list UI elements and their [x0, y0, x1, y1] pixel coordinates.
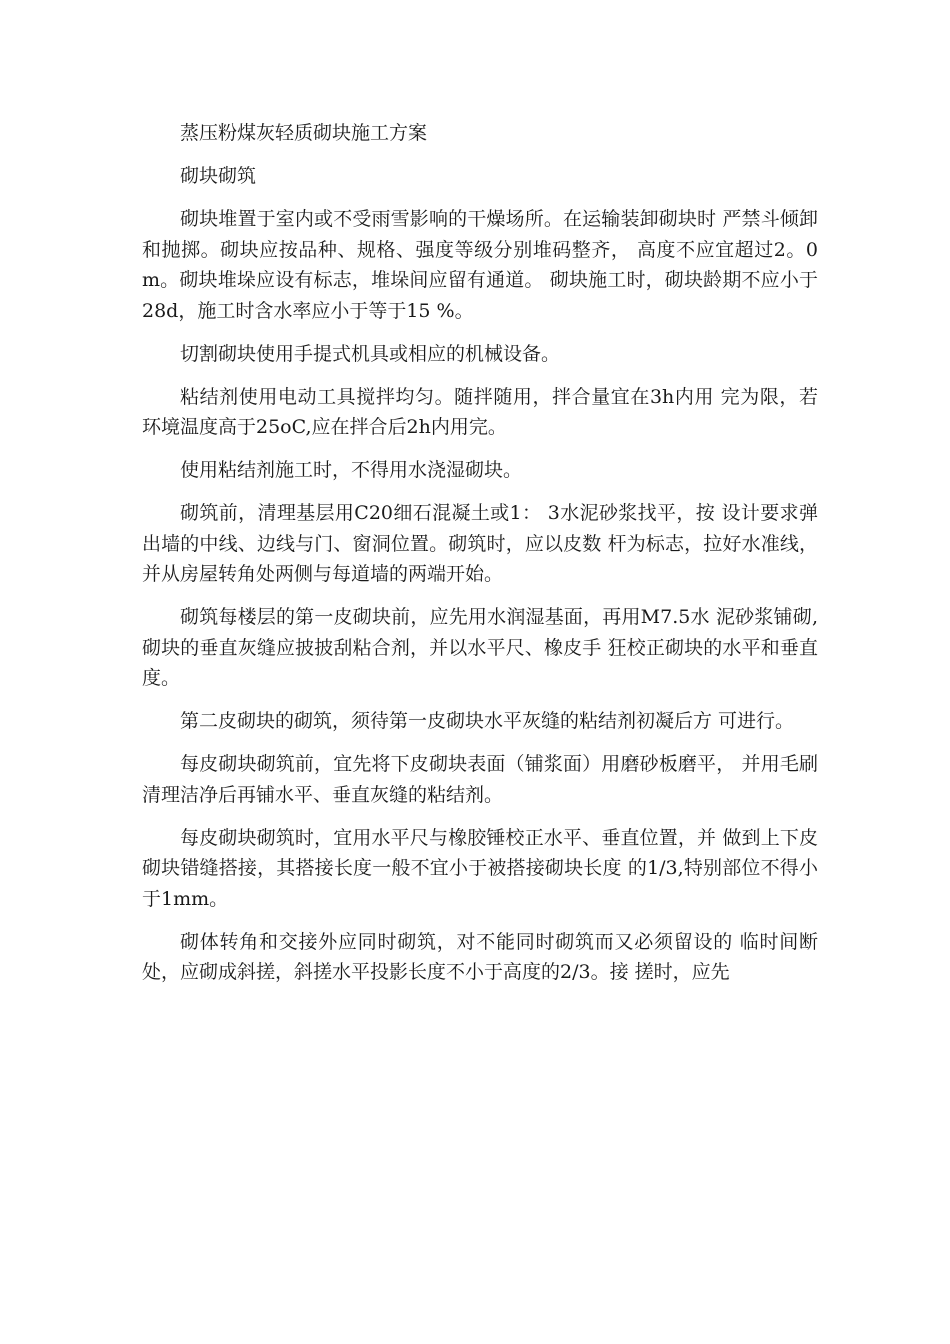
paragraph-surface-grinding: 每皮砌块砌筑前，宜先将下皮砌块表面（铺浆面）用磨砂板磨平， 并用毛刷清理洁净后再铺水平、垂直灰缝的粘结剂。 [142, 753, 818, 806]
paragraph-first-course: 砌筑每楼层的第一皮砌块前，应先用水润湿基面，再用M7.5水 泥砂浆铺砌,砌块的垂直灰缝应披披刮粘合剂，并以水平尺、橡皮手 狂校正砌块的水平和垂直度。 [142, 606, 818, 689]
paragraph-storage: 砌块堆置于室内或不受雨雪影响的干燥场所。在运输装卸砌块时 严禁斗倾卸和抛掷。砌块应按品种、规格、强度等级分别堆码整齐， 高度不应宜超过2。0m。砌块堆垛应设有标志，堆垛间应留有通道。 砌块施工时，砌块龄期不应小于28d，施工时含水率应小于等于15 %。 [142, 208, 818, 322]
paragraph-cutting: 切割砌块使用手提式机具或相应的机械设备。 [180, 342, 561, 365]
paragraph-second-course: 第二皮砌块的砌筑，须待第一皮砌块水平灰缝的粘结剂初凝后方 可进行。 [180, 710, 795, 732]
document-title: 蒸压粉煤灰轻质砌块施工方案 [180, 122, 428, 144]
paragraph-staggered-joints: 每皮砌块砌筑时，宜用水平尺与橡胶锤校正水平、垂直位置，并 做到上下皮砌块错缝搭接，其搭接长度一般不宜小于被搭接砌块长度 的1/3,特别部位不得小于1mm。 [142, 826, 818, 910]
paragraph-base-preparation: 砌筑前，清理基层用C20细石混凝土或1： 3水泥砂浆找平，按 设计要求弹出墙的中线、边线与门、窗洞位置。砌筑时，应以皮数 杆为标志，拉好水准线，并从房屋转角处两侧与每道墙的两端开始。 [142, 502, 818, 585]
paragraph-corners: 砌体转角和交接外应同时砌筑，对不能同时砌筑而又必须留设的 临时间断处，应砌成斜搓，斜搓水平投影长度不小于高度的2/3。接 搓时，应先 [142, 930, 818, 983]
paragraph-no-wetting: 使用粘结剂施工时，不得用水浇湿砌块。 [180, 459, 523, 481]
document-body [142, 118, 818, 1000]
paragraph-adhesive-mixing: 粘结剂使用电动工具搅拌均匀。随拌随用，拌合量宜在3h内用 完为限，若环境温度高于25oC,应在拌合后2h内用完。 [142, 385, 818, 438]
section-heading: 砌块砌筑 [180, 165, 257, 187]
